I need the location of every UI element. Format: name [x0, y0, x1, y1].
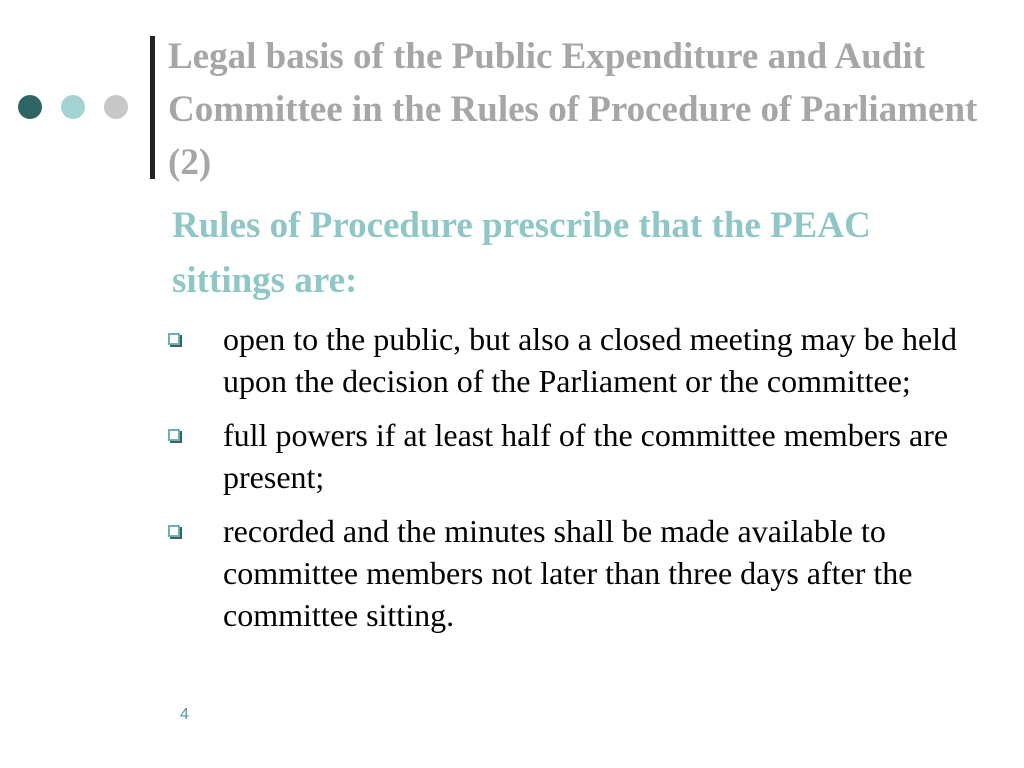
bullet-item [160, 414, 980, 498]
page-number: 4 [180, 706, 189, 723]
square-bullet-icon [168, 333, 180, 345]
bullet-text: open to the public, but also a closed meeting may be held upon the decision of the Parliament or the committee; [223, 321, 958, 399]
bullet-text: full powers if at least half of the committee members are present; [223, 417, 949, 495]
bullet-item [160, 510, 980, 636]
decorative-dot-dark [18, 95, 42, 119]
bullet-text: recorded and the minutes shall be made available to committee members not later than three days after the committee sitting. [223, 513, 913, 633]
decorative-dot-light [61, 95, 85, 119]
slide-title: Legal basis of the Public Expenditure and Audit Committee in the Rules of Procedure of Parliament (2) [168, 36, 978, 183]
square-bullet-icon [168, 525, 180, 537]
bullet-list [160, 318, 980, 648]
slide-subtitle: Rules of Procedure prescribe that the PEAC sittings are: [172, 205, 871, 301]
bullet-item [160, 318, 980, 402]
title-accent-bar [150, 36, 155, 179]
decorative-dot-grey [104, 95, 128, 119]
square-bullet-icon [168, 429, 180, 441]
